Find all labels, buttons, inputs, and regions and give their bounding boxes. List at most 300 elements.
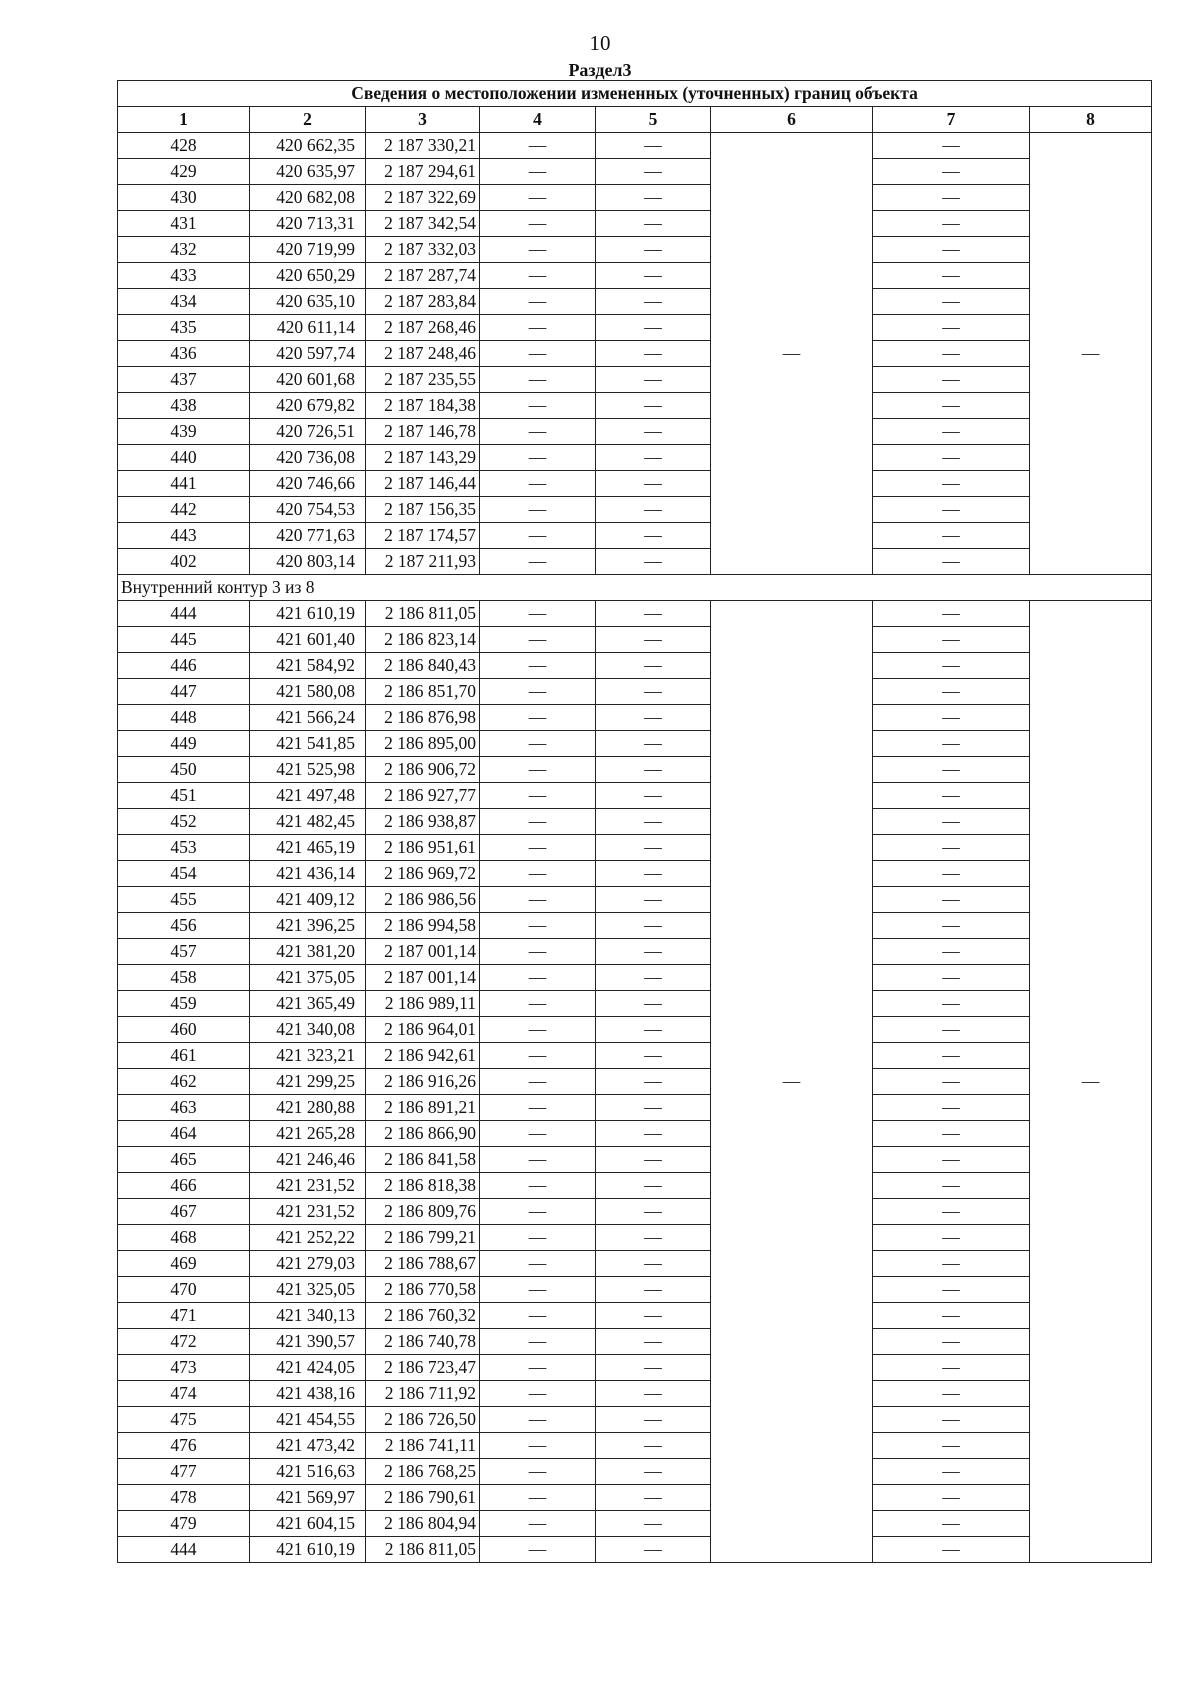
table-row: [118, 861, 1152, 887]
table-row: [118, 1329, 1152, 1355]
dash-cell: —: [596, 965, 711, 991]
point-number: 445: [118, 627, 250, 653]
dash-cell: —: [480, 991, 596, 1017]
column-header: 8: [1030, 107, 1152, 133]
dash-cell: —: [480, 1459, 596, 1485]
dash-cell: —: [480, 653, 596, 679]
coord-y: 2 186 964,01: [366, 1017, 480, 1043]
coord-y: 2 186 811,05: [366, 1537, 480, 1563]
dash-cell: —: [873, 237, 1030, 263]
coord-x: 421 610,19: [250, 1537, 366, 1563]
coord-y: 2 187 332,03: [366, 237, 480, 263]
point-number: 435: [118, 315, 250, 341]
dash-cell: —: [596, 497, 711, 523]
column-header: 1: [118, 107, 250, 133]
table-row: [118, 1147, 1152, 1173]
table-row: [118, 757, 1152, 783]
dash-cell: —: [873, 1121, 1030, 1147]
coord-y: 2 186 866,90: [366, 1121, 480, 1147]
point-number: 446: [118, 653, 250, 679]
table-row: [118, 1225, 1152, 1251]
table-row: [118, 1173, 1152, 1199]
point-number: 432: [118, 237, 250, 263]
coord-y: 2 186 788,67: [366, 1251, 480, 1277]
point-number: 441: [118, 471, 250, 497]
coord-x: 420 601,68: [250, 367, 366, 393]
dash-cell: —: [596, 861, 711, 887]
point-number: 473: [118, 1355, 250, 1381]
dash-cell: —: [596, 939, 711, 965]
dash-cell: —: [596, 1199, 711, 1225]
dash-cell: —: [596, 1225, 711, 1251]
dash-cell: —: [873, 497, 1030, 523]
column-header: 7: [873, 107, 1030, 133]
coord-x: 421 473,42: [250, 1433, 366, 1459]
coord-y: 2 186 851,70: [366, 679, 480, 705]
dash-cell: —: [480, 393, 596, 419]
table-row: [118, 1459, 1152, 1485]
dash-cell: —: [596, 887, 711, 913]
coord-y: 2 187 146,44: [366, 471, 480, 497]
dash-cell: —: [873, 1355, 1030, 1381]
header-row: [118, 107, 1152, 133]
point-number: 454: [118, 861, 250, 887]
coord-x: 421 231,52: [250, 1173, 366, 1199]
merged-dash-cell: —: [1030, 601, 1152, 1563]
dash-cell: —: [873, 939, 1030, 965]
coord-x: 421 396,25: [250, 913, 366, 939]
dash-cell: —: [596, 991, 711, 1017]
coord-y: 2 186 823,14: [366, 627, 480, 653]
dash-cell: —: [596, 185, 711, 211]
point-number: 470: [118, 1277, 250, 1303]
coord-x: 420 635,97: [250, 159, 366, 185]
coord-y: 2 187 342,54: [366, 211, 480, 237]
coord-y: 2 186 841,58: [366, 1147, 480, 1173]
table-row: [118, 1095, 1152, 1121]
table-row: [118, 263, 1152, 289]
table-row: [118, 913, 1152, 939]
dash-cell: —: [873, 601, 1030, 627]
table-row: [118, 731, 1152, 757]
coord-y: 2 186 989,11: [366, 991, 480, 1017]
dash-cell: —: [480, 601, 596, 627]
dash-cell: —: [596, 913, 711, 939]
dash-cell: —: [480, 133, 596, 159]
coord-y: 2 186 994,58: [366, 913, 480, 939]
dash-cell: —: [873, 419, 1030, 445]
dash-cell: —: [480, 1251, 596, 1277]
coord-x: 421 601,40: [250, 627, 366, 653]
dash-cell: —: [873, 1433, 1030, 1459]
table-row: [118, 939, 1152, 965]
coord-x: 421 365,49: [250, 991, 366, 1017]
point-number: 437: [118, 367, 250, 393]
coord-y: 2 186 818,38: [366, 1173, 480, 1199]
dash-cell: —: [480, 705, 596, 731]
coord-y: 2 186 726,50: [366, 1407, 480, 1433]
dash-cell: —: [873, 1277, 1030, 1303]
coord-x: 421 265,28: [250, 1121, 366, 1147]
dash-cell: —: [480, 627, 596, 653]
dash-cell: —: [873, 627, 1030, 653]
dash-cell: —: [873, 289, 1030, 315]
table-row: [118, 1121, 1152, 1147]
point-number: 478: [118, 1485, 250, 1511]
dash-cell: —: [873, 1251, 1030, 1277]
coord-y: 2 186 969,72: [366, 861, 480, 887]
coord-x: 420 597,74: [250, 341, 366, 367]
point-number: 468: [118, 1225, 250, 1251]
point-number: 457: [118, 939, 250, 965]
table-row: [118, 419, 1152, 445]
coord-x: 420 746,66: [250, 471, 366, 497]
coord-x: 421 610,19: [250, 601, 366, 627]
dash-cell: —: [480, 419, 596, 445]
coord-x: 420 771,63: [250, 523, 366, 549]
table-row: [118, 1043, 1152, 1069]
table-row: [118, 1355, 1152, 1381]
coord-x: 420 650,29: [250, 263, 366, 289]
dash-cell: —: [480, 1433, 596, 1459]
dash-cell: —: [873, 263, 1030, 289]
coord-x: 420 682,08: [250, 185, 366, 211]
coord-y: 2 187 283,84: [366, 289, 480, 315]
dash-cell: —: [480, 965, 596, 991]
dash-cell: —: [596, 1303, 711, 1329]
dash-cell: —: [873, 835, 1030, 861]
dash-cell: —: [873, 445, 1030, 471]
dash-cell: —: [480, 1147, 596, 1173]
point-number: 474: [118, 1381, 250, 1407]
dash-cell: —: [480, 1277, 596, 1303]
dash-cell: —: [596, 445, 711, 471]
coord-x: 421 454,55: [250, 1407, 366, 1433]
coord-y: 2 186 809,76: [366, 1199, 480, 1225]
table-row: [118, 783, 1152, 809]
table-row: [118, 445, 1152, 471]
dash-cell: —: [873, 679, 1030, 705]
coord-y: 2 186 804,94: [366, 1511, 480, 1537]
coord-x: 421 323,21: [250, 1043, 366, 1069]
point-number: 451: [118, 783, 250, 809]
table-row: [118, 367, 1152, 393]
table-row: [118, 809, 1152, 835]
table-row: [118, 159, 1152, 185]
point-number: 442: [118, 497, 250, 523]
dash-cell: —: [596, 1381, 711, 1407]
coord-x: 420 611,14: [250, 315, 366, 341]
dash-cell: —: [596, 1121, 711, 1147]
dash-cell: —: [480, 679, 596, 705]
coord-y: 2 186 938,87: [366, 809, 480, 835]
dash-cell: —: [480, 1173, 596, 1199]
coord-x: 421 252,22: [250, 1225, 366, 1251]
coordinates-table: [117, 80, 1152, 1563]
point-number: 458: [118, 965, 250, 991]
table-row: [118, 1277, 1152, 1303]
dash-cell: —: [480, 237, 596, 263]
coord-x: 421 541,85: [250, 731, 366, 757]
dash-cell: —: [596, 1017, 711, 1043]
dash-cell: —: [480, 809, 596, 835]
dash-cell: —: [596, 757, 711, 783]
section-title: Раздел3: [568, 60, 632, 80]
coord-y: 2 187 211,93: [366, 549, 480, 575]
table-row: [118, 1069, 1152, 1095]
dash-cell: —: [873, 1225, 1030, 1251]
dash-cell: —: [596, 1485, 711, 1511]
dash-cell: —: [596, 1537, 711, 1563]
coord-x: 421 409,12: [250, 887, 366, 913]
dash-cell: —: [480, 549, 596, 575]
table-row: [118, 887, 1152, 913]
coord-y: 2 187 330,21: [366, 133, 480, 159]
coord-y: 2 186 768,25: [366, 1459, 480, 1485]
dash-cell: —: [480, 1511, 596, 1537]
dash-cell: —: [873, 705, 1030, 731]
dash-cell: —: [480, 211, 596, 237]
dash-cell: —: [596, 705, 711, 731]
table-row: [118, 393, 1152, 419]
merged-dash-cell: —: [711, 133, 873, 575]
coord-x: 421 525,98: [250, 757, 366, 783]
dash-cell: —: [480, 1199, 596, 1225]
coord-y: 2 186 760,32: [366, 1303, 480, 1329]
point-number: 443: [118, 523, 250, 549]
dash-cell: —: [873, 783, 1030, 809]
dash-cell: —: [596, 419, 711, 445]
dash-cell: —: [480, 1303, 596, 1329]
point-number: 430: [118, 185, 250, 211]
coord-y: 2 186 942,61: [366, 1043, 480, 1069]
dash-cell: —: [873, 549, 1030, 575]
coord-x: 421 299,25: [250, 1069, 366, 1095]
table-row: [118, 523, 1152, 549]
dash-cell: —: [596, 523, 711, 549]
table-row: [118, 991, 1152, 1017]
table-row: [118, 705, 1152, 731]
point-number: 477: [118, 1459, 250, 1485]
dash-cell: —: [873, 211, 1030, 237]
table-row: [118, 1433, 1152, 1459]
dash-cell: —: [873, 1147, 1030, 1173]
dash-cell: —: [480, 861, 596, 887]
column-header: 2: [250, 107, 366, 133]
coord-x: 421 279,03: [250, 1251, 366, 1277]
table-body: [118, 81, 1152, 1563]
dash-cell: —: [596, 809, 711, 835]
dash-cell: —: [480, 1095, 596, 1121]
dash-cell: —: [596, 627, 711, 653]
column-header: 5: [596, 107, 711, 133]
table-row: [118, 1017, 1152, 1043]
dash-cell: —: [873, 991, 1030, 1017]
dash-cell: —: [480, 1069, 596, 1095]
dash-cell: —: [596, 549, 711, 575]
dash-cell: —: [480, 1537, 596, 1563]
coord-x: 421 580,08: [250, 679, 366, 705]
dash-cell: —: [873, 653, 1030, 679]
dash-cell: —: [596, 679, 711, 705]
table-row: [118, 289, 1152, 315]
dash-cell: —: [873, 159, 1030, 185]
coord-y: 2 186 876,98: [366, 705, 480, 731]
table-row: [118, 1407, 1152, 1433]
dash-cell: —: [480, 445, 596, 471]
dash-cell: —: [873, 1537, 1030, 1563]
dash-cell: —: [873, 809, 1030, 835]
table-row: [118, 1485, 1152, 1511]
dash-cell: —: [596, 1277, 711, 1303]
dash-cell: —: [480, 471, 596, 497]
coord-x: 421 280,88: [250, 1095, 366, 1121]
contour-title-row: [118, 575, 1152, 601]
coord-x: 420 679,82: [250, 393, 366, 419]
dash-cell: —: [873, 1199, 1030, 1225]
dash-cell: —: [480, 1407, 596, 1433]
coord-x: 421 246,46: [250, 1147, 366, 1173]
column-header: 3: [366, 107, 480, 133]
coord-x: 421 375,05: [250, 965, 366, 991]
dash-cell: —: [596, 601, 711, 627]
table-row: [118, 471, 1152, 497]
table-row: [118, 653, 1152, 679]
dash-cell: —: [596, 1095, 711, 1121]
coord-y: 2 187 156,35: [366, 497, 480, 523]
point-number: 444: [118, 601, 250, 627]
dash-cell: —: [480, 939, 596, 965]
coord-y: 2 186 906,72: [366, 757, 480, 783]
merged-dash-cell: —: [1030, 133, 1152, 575]
point-number: 476: [118, 1433, 250, 1459]
dash-cell: —: [596, 653, 711, 679]
coord-y: 2 187 268,46: [366, 315, 480, 341]
point-number: 433: [118, 263, 250, 289]
dash-cell: —: [596, 1511, 711, 1537]
coord-x: 421 424,05: [250, 1355, 366, 1381]
dash-cell: —: [873, 1407, 1030, 1433]
dash-cell: —: [480, 185, 596, 211]
dash-cell: —: [480, 263, 596, 289]
coord-y: 2 186 927,77: [366, 783, 480, 809]
point-number: 453: [118, 835, 250, 861]
coord-x: 421 390,57: [250, 1329, 366, 1355]
table-row: [118, 1381, 1152, 1407]
coord-x: 421 340,08: [250, 1017, 366, 1043]
dash-cell: —: [480, 497, 596, 523]
coord-x: 421 569,97: [250, 1485, 366, 1511]
dash-cell: —: [480, 367, 596, 393]
coord-x: 420 803,14: [250, 549, 366, 575]
contour-title: Внутренний контур 3 из 8: [118, 575, 1152, 601]
dash-cell: —: [480, 341, 596, 367]
point-number: 448: [118, 705, 250, 731]
dash-cell: —: [596, 289, 711, 315]
coord-x: 420 713,31: [250, 211, 366, 237]
point-number: 466: [118, 1173, 250, 1199]
point-number: 467: [118, 1199, 250, 1225]
coord-x: 421 465,19: [250, 835, 366, 861]
dash-cell: —: [873, 471, 1030, 497]
table-row: [118, 601, 1152, 627]
point-number: 450: [118, 757, 250, 783]
table-row: [118, 1511, 1152, 1537]
dash-cell: —: [873, 1095, 1030, 1121]
coord-y: 2 186 840,43: [366, 653, 480, 679]
coord-x: 421 516,63: [250, 1459, 366, 1485]
coord-x: 421 584,92: [250, 653, 366, 679]
table-row: [118, 1303, 1152, 1329]
point-number: 462: [118, 1069, 250, 1095]
table-row: [118, 835, 1152, 861]
point-number: 440: [118, 445, 250, 471]
coord-y: 2 187 146,78: [366, 419, 480, 445]
dash-cell: —: [596, 1251, 711, 1277]
dash-cell: —: [480, 315, 596, 341]
coord-y: 2 186 891,21: [366, 1095, 480, 1121]
point-number: 439: [118, 419, 250, 445]
coord-x: 421 436,14: [250, 861, 366, 887]
table-row: [118, 211, 1152, 237]
dash-cell: —: [873, 861, 1030, 887]
coord-x: 421 325,05: [250, 1277, 366, 1303]
coord-y: 2 186 951,61: [366, 835, 480, 861]
dash-cell: —: [596, 1355, 711, 1381]
coord-y: 2 187 001,14: [366, 939, 480, 965]
table-row: [118, 185, 1152, 211]
dash-cell: —: [480, 523, 596, 549]
table-row: [118, 679, 1152, 705]
point-number: 428: [118, 133, 250, 159]
table-row: [118, 1199, 1152, 1225]
dash-cell: —: [873, 965, 1030, 991]
coord-y: 2 186 770,58: [366, 1277, 480, 1303]
point-number: 472: [118, 1329, 250, 1355]
point-number: 402: [118, 549, 250, 575]
coord-y: 2 187 235,55: [366, 367, 480, 393]
coord-y: 2 187 174,57: [366, 523, 480, 549]
coord-x: 421 231,52: [250, 1199, 366, 1225]
coord-y: 2 186 916,26: [366, 1069, 480, 1095]
dash-cell: —: [596, 1407, 711, 1433]
dash-cell: —: [596, 1329, 711, 1355]
point-number: 447: [118, 679, 250, 705]
dash-cell: —: [480, 1121, 596, 1147]
dash-cell: —: [596, 133, 711, 159]
coord-y: 2 186 811,05: [366, 601, 480, 627]
table-caption: Сведения о местоположении измененных (уточненных) границ объекта: [118, 81, 1152, 107]
dash-cell: —: [596, 237, 711, 263]
dash-cell: —: [873, 1485, 1030, 1511]
point-number: 465: [118, 1147, 250, 1173]
table-row: [118, 1251, 1152, 1277]
page-number: 10: [589, 31, 611, 55]
point-number: 459: [118, 991, 250, 1017]
dash-cell: —: [596, 1043, 711, 1069]
dash-cell: —: [873, 1017, 1030, 1043]
dash-cell: —: [596, 211, 711, 237]
table-row: [118, 965, 1152, 991]
dash-cell: —: [873, 341, 1030, 367]
table-row: [118, 341, 1152, 367]
point-number: 464: [118, 1121, 250, 1147]
dash-cell: —: [480, 835, 596, 861]
dash-cell: —: [873, 1069, 1030, 1095]
dash-cell: —: [873, 887, 1030, 913]
dash-cell: —: [480, 887, 596, 913]
coord-y: 2 186 790,61: [366, 1485, 480, 1511]
